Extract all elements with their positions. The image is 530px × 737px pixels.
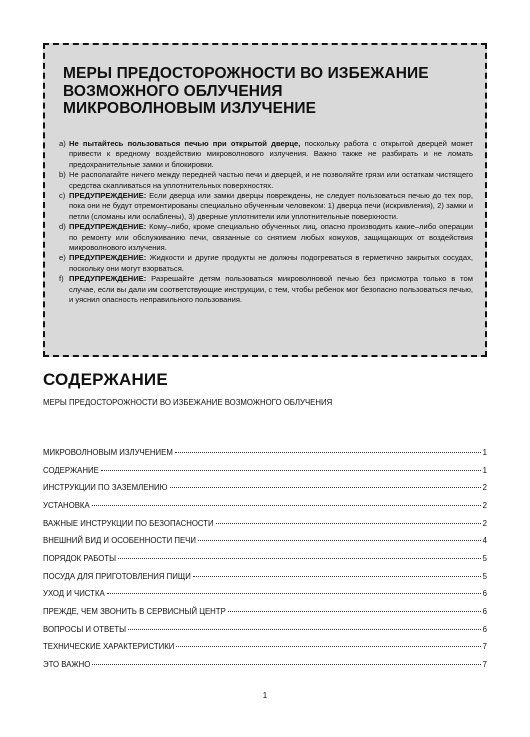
toc-entry-page: 6 — [482, 589, 487, 598]
toc-entry-title: УХОД И ЧИСТКА — [43, 589, 105, 598]
toc-leader — [128, 629, 481, 630]
toc-entry[interactable] — [43, 448, 487, 460]
item-text: Кому–либо, кроме специально обученных лиц, опасно производить какие–либо операции по ремонту или обслуживанию печи, связанные со снятием любых кожухов, защищающих от воздействия микроволнового излучения. — [69, 222, 473, 253]
toc-entry-title: ЭТО ВАЖНО — [43, 660, 91, 669]
toc-entry[interactable] — [43, 660, 487, 672]
toc-entry-page: 2 — [482, 519, 487, 528]
toc-leader — [170, 487, 481, 488]
toc-entry-title: ИНСТРУКЦИИ ПО ЗАЗЕМЛЕНИЮ — [43, 483, 168, 492]
toc-entry-page: 6 — [482, 607, 487, 616]
item-label: c) — [59, 191, 66, 201]
toc-entry-page: 5 — [482, 572, 487, 581]
toc-entry-page: 5 — [482, 554, 487, 563]
toc-entry[interactable] — [43, 589, 487, 601]
toc-leader — [175, 452, 481, 453]
warning-item — [59, 191, 473, 222]
toc-entry[interactable] — [43, 536, 487, 548]
warning-item — [59, 222, 473, 253]
toc-leader — [107, 593, 481, 594]
toc-entry[interactable] — [43, 501, 487, 513]
item-text: Разрешайте детям пользоваться микроволновой печью без присмотра только в том случае, если вы дали им соответствующие инструкции, с тем, чтобы ребенок мог безопасно пользоваться печью, и уяснил опасность неправильного пользования. — [69, 274, 473, 305]
toc-entry[interactable] — [43, 466, 487, 478]
toc-entry-title: ПОСУДА ДЛЯ ПРИГОТОВЛЕНИЯ ПИЩИ — [43, 572, 191, 581]
warning-item — [59, 139, 473, 170]
toc-leader — [216, 523, 481, 524]
toc-leader — [193, 576, 481, 577]
toc-entry-page: 7 — [482, 660, 487, 669]
warning-title-line: МЕРЫ ПРЕДОСТОРОЖНОСТИ ВО ИЗБЕЖАНИЕ — [63, 65, 429, 82]
toc-leader — [92, 505, 481, 506]
toc-entry-title: ВНЕШНИЙ ВИД И ОСОБЕННОСТИ ПЕЧИ — [43, 536, 196, 545]
warning-title — [63, 65, 473, 118]
warning-list — [59, 139, 473, 306]
toc-entry[interactable] — [43, 642, 487, 654]
toc-entry-page: 1 — [482, 466, 487, 475]
warning-item — [59, 253, 473, 274]
toc-entry-title: ВАЖНЫЕ ИНСТРУКЦИИ ПО БЕЗОПАСНОСТИ — [43, 519, 214, 528]
warning-box — [43, 43, 487, 357]
toc-entry-page: 7 — [482, 642, 487, 651]
toc-entry-title: ПОРЯДОК РАБОТЫ — [43, 554, 117, 563]
toc-entry[interactable] — [43, 572, 487, 584]
item-text: Жидкости и другие продукты не должны подогреваться в герметично закрытых сосудах, поскольку они могут взорваться. — [69, 253, 473, 273]
item-text: Не располагайте ничего между передней частью печи и дверцей, и не позволяйте грязи или остаткам чистящего средства скапливаться на уплотнительных поверхностях. — [69, 170, 473, 190]
toc-entry-page: 1 — [482, 448, 487, 457]
toc-leader — [92, 664, 480, 665]
toc-entry-page: 6 — [482, 625, 487, 634]
warning-title-line: МИКРОВОЛНОВЫМ ИЗЛУЧЕНИЕ — [63, 100, 317, 117]
item-label: e) — [59, 253, 66, 263]
toc-leader — [198, 540, 481, 541]
toc-entry-title: ВОПРОСЫ И ОТВЕТЫ — [43, 625, 127, 634]
toc-head-line: МЕРЫ ПРЕДОСТОРОЖНОСТИ ВО ИЗБЕЖАНИЕ ВОЗМОЖНОГО ОБЛУЧЕНИЯ — [43, 398, 333, 407]
warning-item — [59, 170, 473, 191]
item-label: b) — [59, 170, 66, 180]
toc-leader — [176, 646, 480, 647]
item-highlight: ПРЕДУПРЕЖДЕНИЕ: — [69, 191, 147, 201]
toc-leader — [118, 558, 481, 559]
toc-entry-title: СОДЕРЖАНИЕ — [43, 466, 99, 475]
page-number: 1 — [262, 691, 268, 700]
toc-entry[interactable] — [43, 607, 487, 619]
toc-entry-page: 4 — [482, 536, 487, 545]
item-highlight: ПРЕДУПРЕЖДЕНИЕ: — [69, 253, 147, 263]
item-highlight: ПРЕДУПРЕЖДЕНИЕ: — [69, 222, 147, 232]
toc-entry[interactable] — [43, 519, 487, 531]
toc-title: СОДЕРЖАНИЕ — [43, 370, 168, 389]
toc-entry-title: ПРЕЖДЕ, ЧЕМ ЗВОНИТЬ В СЕРВИСНЫЙ ЦЕНТР — [43, 607, 226, 616]
item-label: d) — [59, 222, 66, 232]
toc-entry-title: МИКРОВОЛНОВЫМ ИЗЛУЧЕНИЕМ — [43, 448, 173, 457]
toc-entry[interactable] — [43, 483, 487, 495]
toc-entry-title: УСТАНОВКА — [43, 501, 90, 510]
item-text: поскольку работа с открытой дверцей может привести к вредному воздействию микроволнового излучения. Важно также не разбирать и не ломать предохранительные замки и блокировки. — [69, 139, 474, 169]
toc-entry-page: 2 — [482, 483, 487, 492]
item-text: Если дверца или замки дверцы повреждены, не следует пользоваться печью до тех пор, пока они не будут отремонтированы специально обученным человеком: 1) дверца печи (искривления), 2) замки и петли (сломаны или ослаблены), 3) дверные уплотнители или уплотнительные поверхности. — [69, 191, 473, 221]
warning-item — [59, 274, 473, 305]
toc-leader — [101, 470, 481, 471]
item-highlight: Не пытайтесь пользоваться печью при открытой дверце, — [69, 139, 301, 148]
item-label: f) — [59, 274, 64, 284]
toc-entry-page: 2 — [482, 501, 487, 510]
toc-leader — [228, 611, 481, 612]
toc-entry-title: ТЕХНИЧЕСКИЕ ХАРАКТЕРИСТИКИ — [43, 642, 175, 651]
toc-entry[interactable] — [43, 554, 487, 566]
item-label: a) — [59, 139, 66, 148]
toc-entry[interactable] — [43, 625, 487, 637]
item-highlight: ПРЕДУПРЕЖДЕНИЕ: — [69, 274, 147, 284]
warning-title-line: ВОЗМОЖНОГО ОБЛУЧЕНИЯ — [63, 82, 283, 100]
